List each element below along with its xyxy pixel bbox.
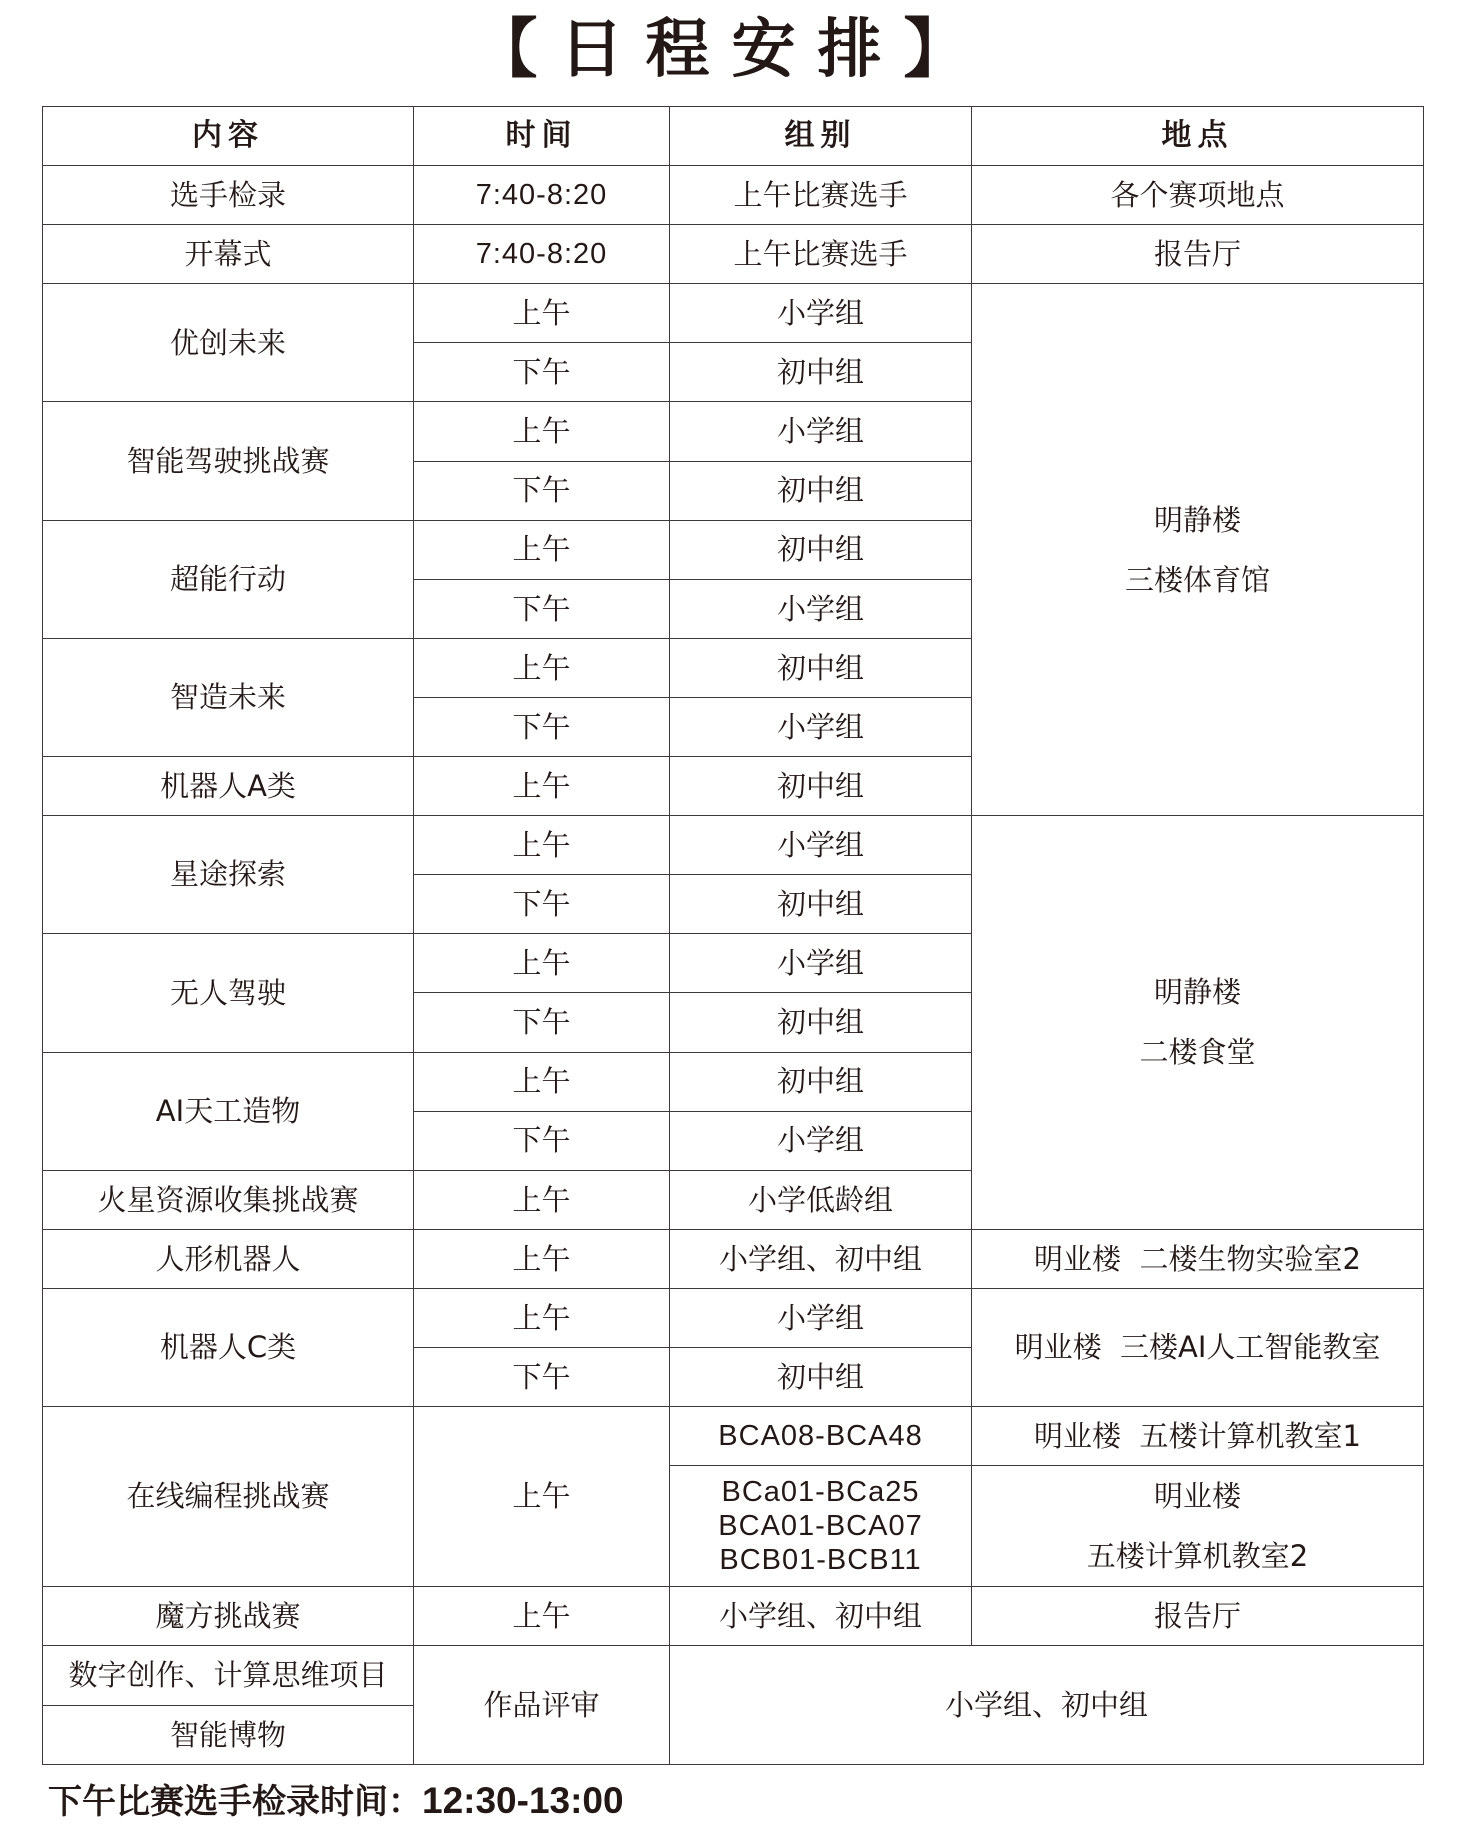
time-cell: 上午: [414, 284, 670, 343]
group-cell: 小学组: [670, 1288, 972, 1347]
group-cell: 小学低龄组: [670, 1170, 972, 1229]
location-line: 明静楼: [1153, 502, 1241, 537]
group-cell: 小学组、初中组: [670, 1229, 972, 1288]
content-cell: 超能行动: [43, 520, 414, 638]
group-cell: BCA08-BCA48: [670, 1407, 972, 1466]
content-cell: 优创未来: [43, 284, 414, 402]
group-line: BCa01-BCa25: [721, 1476, 920, 1509]
time-cell: 下午: [414, 697, 670, 756]
time-cell: 上午: [414, 757, 670, 816]
table-row: [43, 816, 1424, 875]
location-cell: 各个赛项地点: [972, 166, 1424, 225]
table-row: [43, 1407, 1424, 1466]
group-cell: 初中组: [670, 343, 972, 402]
group-cell: 小学组: [670, 697, 972, 756]
time-cell: 上午: [414, 934, 670, 993]
time-cell: 上午: [414, 1587, 670, 1646]
group-cell: 初中组: [670, 993, 972, 1052]
location-cell: 明业楼 三楼AI人工智能教室: [972, 1288, 1424, 1406]
group-cell-multi: [670, 1466, 972, 1587]
table-row: [43, 225, 1424, 284]
table-row: [43, 1229, 1424, 1288]
group-cell: 上午比赛选手: [670, 225, 972, 284]
content-cell: 无人驾驶: [43, 934, 414, 1052]
group-cell: 初中组: [670, 1052, 972, 1111]
time-cell: 上午: [414, 402, 670, 461]
content-cell: 智能博物: [43, 1705, 414, 1764]
table-row: [43, 166, 1424, 225]
time-cell: 下午: [414, 1111, 670, 1170]
group-cell: 初中组: [670, 757, 972, 816]
content-cell: 智造未来: [43, 638, 414, 756]
time-cell: 下午: [414, 875, 670, 934]
time-cell: 上午: [414, 520, 670, 579]
group-cell: 初中组: [670, 520, 972, 579]
location-line: 三楼体育馆: [1124, 562, 1270, 597]
content-cell: 数字创作、计算思维项目: [43, 1646, 414, 1705]
group-cell: 小学组: [670, 284, 972, 343]
schedule-table: [42, 106, 1424, 1765]
location-cell: 明业楼 五楼计算机教室1: [972, 1407, 1424, 1466]
table-row: [43, 1646, 1424, 1705]
location-line: 明业楼: [1153, 1479, 1241, 1514]
content-cell: 机器人C类: [43, 1288, 414, 1406]
content-cell: 魔方挑战赛: [43, 1587, 414, 1646]
group-cell: 小学组: [670, 1111, 972, 1170]
location-cell: 报告厅: [972, 225, 1424, 284]
time-cell: 作品评审: [414, 1646, 670, 1765]
header-location: 地点: [972, 107, 1424, 166]
location-line: 五楼计算机教室2: [1086, 1539, 1309, 1574]
time-cell: 上午: [414, 1170, 670, 1229]
header-time: 时间: [414, 107, 670, 166]
footer-time: 12:30-13:00: [422, 1780, 624, 1821]
content-cell: 选手检录: [43, 166, 414, 225]
time-cell: 上午: [414, 1407, 670, 1587]
group-cell: 小学组、初中组: [670, 1646, 1424, 1765]
group-line: BCB01-BCB11: [719, 1544, 922, 1577]
time-cell: 7:40-8:20: [414, 225, 670, 284]
table-row: [43, 284, 1424, 343]
time-cell: 下午: [414, 1347, 670, 1406]
time-cell: 下午: [414, 579, 670, 638]
time-cell: 上午: [414, 1288, 670, 1347]
location-cell-multi: [972, 1466, 1424, 1587]
content-cell: 火星资源收集挑战赛: [43, 1170, 414, 1229]
content-cell: 机器人A类: [43, 757, 414, 816]
time-cell: 上午: [414, 1229, 670, 1288]
table-header-row: [43, 107, 1424, 166]
content-cell: 星途探索: [43, 816, 414, 934]
time-cell: 下午: [414, 993, 670, 1052]
header-group: 组别: [670, 107, 972, 166]
time-cell: 上午: [414, 1052, 670, 1111]
afternoon-checkin-note: [48, 1776, 624, 1827]
group-cell: 初中组: [670, 875, 972, 934]
group-cell: 小学组: [670, 934, 972, 993]
group-cell: 小学组: [670, 402, 972, 461]
header-content: 内容: [43, 107, 414, 166]
group-cell: 小学组: [670, 816, 972, 875]
location-cell-mingjing-3f: [972, 284, 1424, 816]
group-cell: 小学组、初中组: [670, 1587, 972, 1646]
group-cell: 初中组: [670, 1347, 972, 1406]
group-cell: 初中组: [670, 638, 972, 697]
footer-label: 下午比赛选手检录时间：: [48, 1782, 422, 1822]
location-cell-mingjing-2f: [972, 816, 1424, 1230]
group-line: BCA01-BCA07: [718, 1510, 923, 1543]
time-cell: 下午: [414, 461, 670, 520]
group-cell: 初中组: [670, 461, 972, 520]
location-line: 二楼食堂: [1139, 1035, 1256, 1070]
time-cell: 7:40-8:20: [414, 166, 670, 225]
time-cell: 下午: [414, 343, 670, 402]
group-cell: 小学组: [670, 579, 972, 638]
content-cell: 在线编程挑战赛: [43, 1407, 414, 1587]
content-cell: 智能驾驶挑战赛: [43, 402, 414, 520]
location-line: 明静楼: [1153, 975, 1241, 1010]
page-title: 【日程安排】: [473, 13, 990, 87]
content-cell: 人形机器人: [43, 1229, 414, 1288]
table-row: [43, 1288, 1424, 1347]
location-cell: 报告厅: [972, 1587, 1424, 1646]
location-cell: 明业楼 二楼生物实验室2: [972, 1229, 1424, 1288]
table-row: [43, 1587, 1424, 1646]
time-cell: 上午: [414, 816, 670, 875]
time-cell: 上午: [414, 638, 670, 697]
content-cell: AI天工造物: [43, 1052, 414, 1170]
group-cell: 上午比赛选手: [670, 166, 972, 225]
content-cell: 开幕式: [43, 225, 414, 284]
